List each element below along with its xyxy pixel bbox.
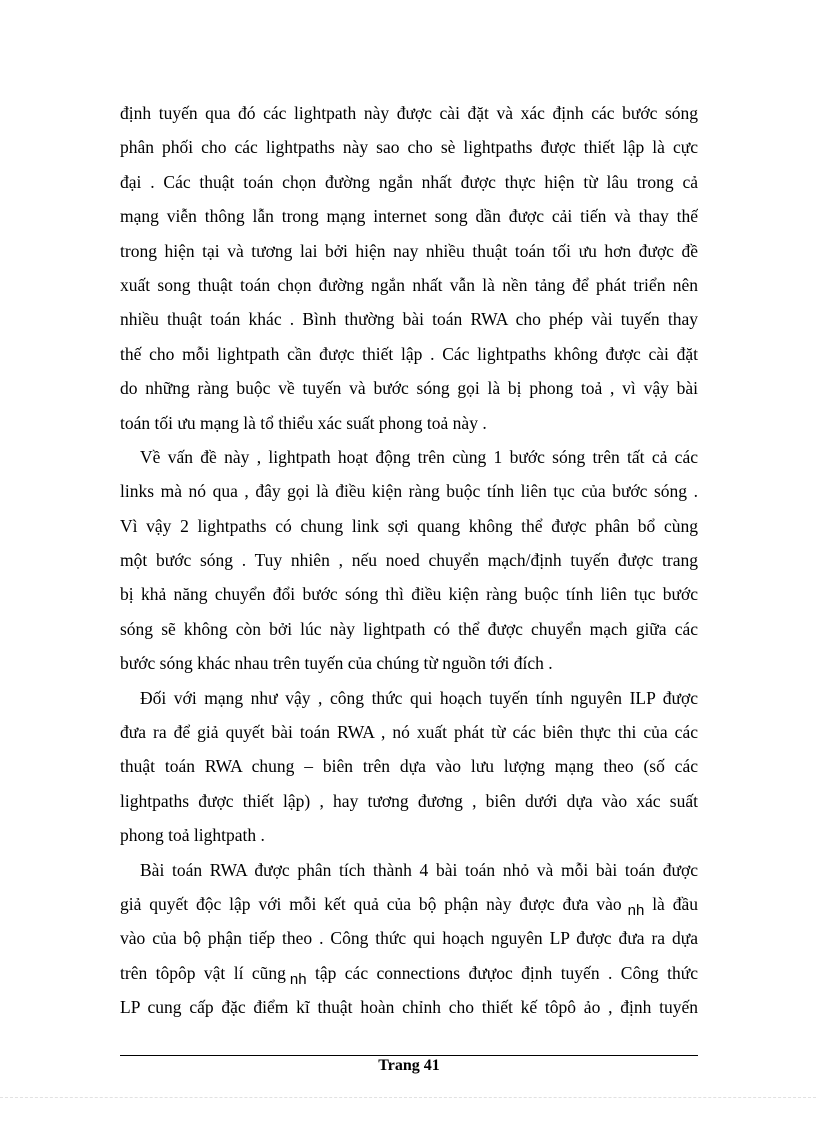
text-line: thuật toán RWA chung – biên trên dựa vào lưu lượng mạng theo (số các: [120, 756, 698, 777]
paragraph: [120, 853, 698, 1025]
stray-subscript: nh: [289, 970, 307, 988]
text-line: sóng sẽ không còn bởi lúc này lightpath có thể được chuyển mạch giữa các: [120, 618, 698, 639]
text-line: thế cho mỗi lightpath cần được thiết lập . Các lightpaths không được cài đặt: [120, 343, 698, 364]
stray-subscript: nh: [627, 901, 645, 919]
text-span: tập các connections đưựoc định tuyến . Công thức: [306, 962, 698, 983]
text-line: đưa ra để giả quyết bài toán RWA , nó xuất phát từ các biên thực thi của các: [120, 722, 698, 743]
text-line: Vì vậy 2 lightpaths có chung link sợi quang không thể được phân bổ cùng: [120, 515, 698, 536]
page-number: Trang 41: [378, 1057, 440, 1074]
text-line: Đối với mạng như vậy , công thức qui hoạch tuyến tính nguyên ILP được: [140, 687, 698, 708]
text-line: phong toả lightpath .: [120, 825, 265, 846]
text-line: nhiều thuật toán khác . Bình thường bài toán RWA cho phép vài tuyến thay: [120, 309, 698, 330]
text-line: Về vấn đề này , lightpath hoạt động trên cùng 1 bước sóng trên tất cả các: [140, 446, 698, 467]
text-span: trên tôpôp vật lí cũng: [120, 962, 286, 983]
text-line: bị khả năng chuyển đổi bước sóng thì điều kiện ràng buộc tính liên tục bước: [120, 584, 698, 605]
text-line: lightpaths được thiết lập) , hay tương đương , biên dưới dựa vào xác suất: [120, 790, 698, 811]
paragraph: [120, 440, 698, 681]
text-line: phân phối cho các lightpaths này sao cho sè lightpaths được thiết lập là cực: [120, 137, 698, 158]
text-line: vào của bộ phận tiếp theo . Công thức qui hoạch nguyên LP được đưa ra dựa: [120, 928, 698, 949]
text-line: Bài toán RWA được phân tích thành 4 bài toán nhỏ và mỗi bài toán được: [140, 859, 698, 880]
text-line: [120, 956, 698, 990]
page-edge-divider: [0, 1097, 816, 1098]
text-span: là đầu: [644, 893, 698, 914]
text-span: giả quyết độc lập với mỗi kết quả của bộ phận này được đưa vào: [120, 893, 622, 914]
text-line: LP cung cấp đặc điểm kĩ thuật hoàn chỉnh cho thiết kế tôpô ảo , định tuyến: [120, 997, 698, 1018]
footer-divider: [120, 1055, 698, 1056]
document-body: [120, 96, 698, 1025]
paragraph: [120, 96, 698, 440]
text-line: bước sóng khác nhau trên tuyến của chúng từ nguồn tới đích .: [120, 653, 553, 674]
text-line: toán tối ưu mạng là tổ thiểu xác suất phong toả này .: [120, 412, 487, 433]
text-line: mạng viễn thông lẫn trong mạng internet song dần được cải tiến và thay thế: [120, 206, 698, 227]
text-line: đại . Các thuật toán chọn đường ngắn nhất được thực hiện từ lâu trong cả: [120, 171, 698, 192]
text-line: một bước sóng . Tuy nhiên , nếu noed chuyển mạch/định tuyến được trang: [120, 550, 698, 571]
text-line: [120, 887, 698, 921]
text-line: trong hiện tại và tương lai bởi hiện nay nhiều thuật toán tối ưu hơn được đề: [120, 240, 698, 261]
text-line: xuất song thuật toán chọn đường ngắn nhất vẫn là nền tảng để phát triển nên: [120, 274, 698, 295]
text-line: định tuyến qua đó các lightpath này được cài đặt và xác định các bước sóng: [120, 103, 698, 123]
text-line: links mà nó qua , đây gọi là điều kiện ràng buộc tính liên tục của bước sóng .: [120, 481, 698, 502]
paragraph: [120, 681, 698, 853]
text-line: do những ràng buộc về tuyến và bước sóng gọi là bị phong toả , vì vậy bài: [120, 378, 698, 399]
